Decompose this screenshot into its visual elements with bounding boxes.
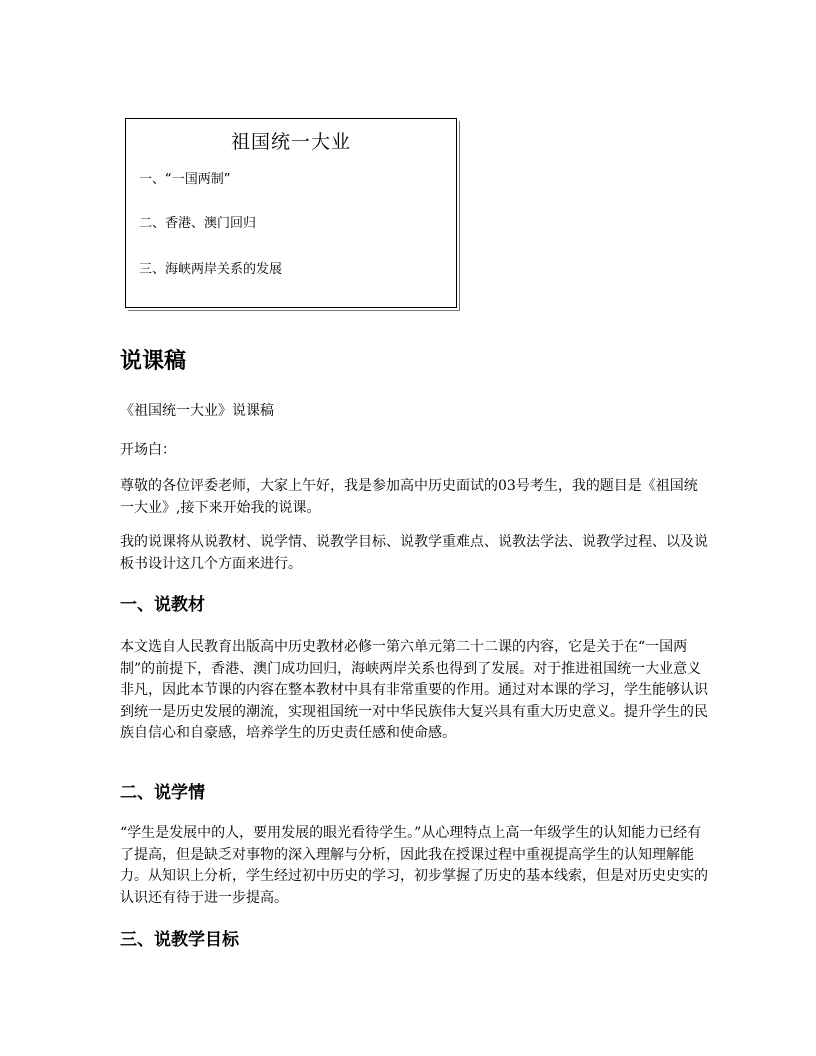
section-students-paragraph: “学生是发展中的人，要用发展的眼光看待学生。”从心理特点上高一年级学生的认知能力已经有了提高，但是缺乏对事物的深入理解与分析，因此我在授课过程中重视提高学生的认知理解能力。从知识上分析，学生经过初中历史的学习，初步掌握了历史的基本线索，但是对历史史实的认识还有待于进一步提高。 <box>120 825 708 906</box>
section-heading-objectives: 三、说教学目标 <box>120 930 239 950</box>
section-heading-textbook: 一、说教材 <box>120 595 205 615</box>
board-item-cross-strait: 三、海峡两岸关系的发展 <box>139 262 283 277</box>
greeting-paragraph: 尊敬的各位评委老师，大家上午好，我是参加高中历史面试的03号考生，我的题目是《祖国统一大业》,接下来开始我的说课。 <box>120 478 698 516</box>
board-item-one-country-two-systems: 一、“一国两制” <box>139 172 231 187</box>
blackboard-design-box <box>125 118 457 308</box>
section-heading-students: 二、说学情 <box>120 783 205 803</box>
page-title: 说课稿 <box>120 349 187 374</box>
document-body <box>120 345 710 950</box>
document-subtitle: 《祖国统一大业》说课稿 <box>120 403 274 419</box>
board-title: 祖国统一大业 <box>230 131 351 153</box>
board-item-hk-macau-return: 二、香港、澳门回归 <box>139 216 257 231</box>
plan-paragraph: 我的说课将从说教材、说学情、说教学目标、说教学重难点、说教法学法、说教学过程、以及说板书设计这几个方面来进行。 <box>120 534 708 572</box>
section-textbook-paragraph: 本文选自人民教育出版高中历史教材必修一第六单元第二十二课的内容，它是关于在“一国两制”的前提下，香港、澳门成功回归，海峡两岸关系也得到了发展。对于推进祖国统一大业意义非凡，因此本节课的内容在整本教材中具有非常重要的作用。通过对本课的学习，学生能够认识到统一是历史发展的潮流，实现祖国统一对中华民族伟大复兴具有重大历史意义。提升学生的民族自信心和自豪感，培养学生的历史责任感和使命感。 <box>120 639 708 741</box>
opening-label: 开场白： <box>120 442 176 458</box>
